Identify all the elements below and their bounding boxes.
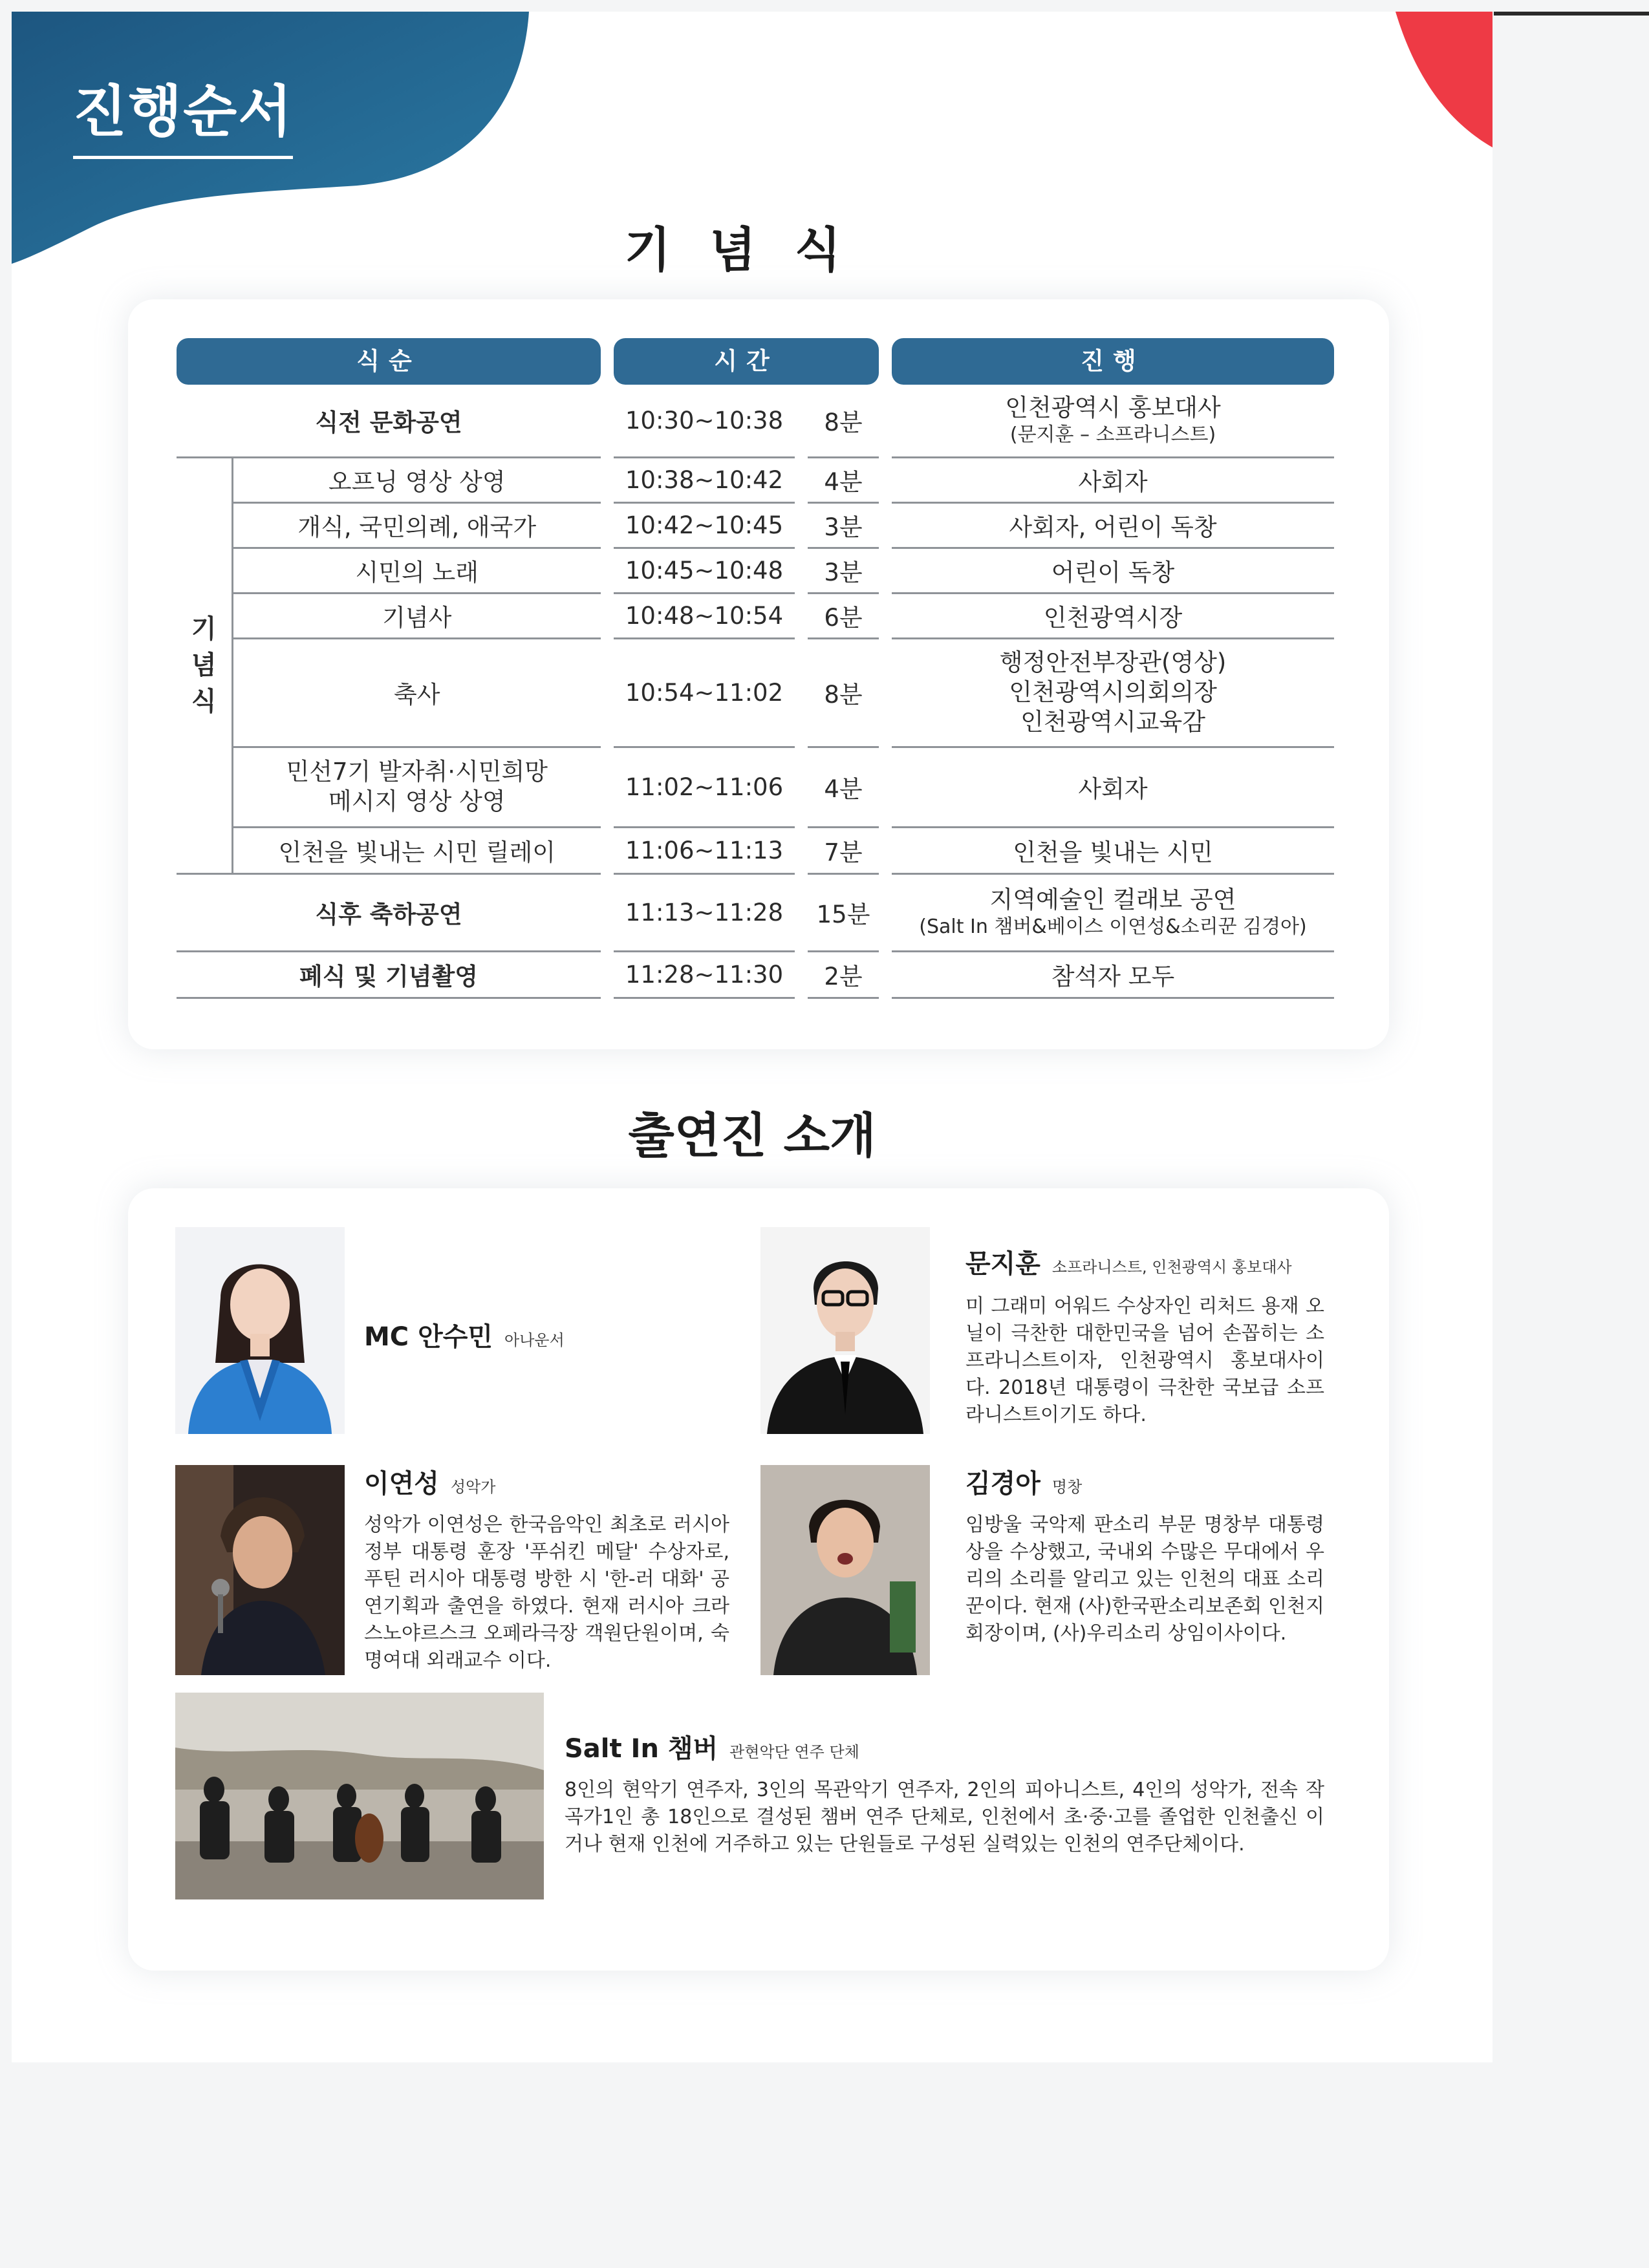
cast-bio: 임방울 국악제 판소리 부문 명창부 대통령상을 수상했고, 국내외 수많은 무대에서 우리의 소리를 알리고 있는 인천의 대표 소리꾼이다. 현재 (사)한국판소리보존회 인천지회장이며, (사)우리소리 상임이사이다. bbox=[965, 1514, 1324, 1645]
row-host: 어린이 독창 bbox=[892, 548, 1334, 593]
schedule-row bbox=[177, 951, 1334, 998]
row-order: 개식, 국민의례, 애국가 bbox=[232, 502, 601, 548]
row-time: 10:45~10:48 bbox=[614, 548, 795, 593]
row-order: 기념사 bbox=[232, 593, 601, 638]
document-page bbox=[12, 12, 1493, 2062]
row-order: 시민의 노래 bbox=[232, 548, 601, 593]
group-label: 기념식 bbox=[177, 457, 232, 873]
row-time: 11:02~11:06 bbox=[614, 747, 795, 827]
row-time: 11:28~11:30 bbox=[614, 951, 795, 998]
schedule-row bbox=[177, 457, 1334, 502]
row-duration: 2분 bbox=[808, 951, 879, 998]
row-host: 행정안전부장관(영상) 인천광역시의회의장 인천광역시교육감 bbox=[892, 638, 1334, 747]
row-order: 식후 축하공연 bbox=[177, 873, 601, 951]
row-duration: 15분 bbox=[808, 873, 879, 951]
row-order: 축사 bbox=[232, 638, 601, 747]
cast-role: 아나운서 bbox=[504, 1331, 565, 1349]
schedule-row bbox=[177, 638, 1334, 747]
row-time: 10:48~10:54 bbox=[614, 593, 795, 638]
cast-role: 성악가 bbox=[450, 1478, 496, 1496]
cast-lee bbox=[364, 1463, 495, 1500]
schedule-row bbox=[177, 873, 1334, 951]
cast-moon bbox=[965, 1243, 1292, 1280]
row-host: 사회자 bbox=[892, 747, 1334, 827]
cast-heading: 출연진 소개 bbox=[12, 1098, 1493, 1166]
row-host: 인천을 빛내는 시민 bbox=[892, 827, 1334, 873]
kim-photo bbox=[760, 1465, 930, 1675]
schedule-row bbox=[177, 747, 1334, 827]
cast-role: 소프라니스트, 인천광역시 홍보대사 bbox=[1051, 1258, 1292, 1276]
schedule-row bbox=[177, 593, 1334, 638]
row-order: 식전 문화공연 bbox=[177, 385, 601, 457]
row-duration: 8분 bbox=[808, 385, 879, 457]
cast-kim bbox=[965, 1463, 1082, 1500]
cast-name: Salt In 챔버 bbox=[565, 1734, 718, 1764]
row-duration: 3분 bbox=[808, 548, 879, 593]
row-time: 11:13~11:28 bbox=[614, 873, 795, 951]
schedule-row bbox=[177, 385, 1334, 457]
row-duration: 6분 bbox=[808, 593, 879, 638]
row-host: 인천광역시 홍보대사 (문지훈 – 소프라니스트) bbox=[892, 385, 1334, 457]
schedule-row bbox=[177, 827, 1334, 873]
corner-red-shape bbox=[1396, 12, 1493, 147]
row-duration: 4분 bbox=[808, 747, 879, 827]
row-host: 사회자 bbox=[892, 457, 1334, 502]
row-time: 10:30~10:38 bbox=[614, 385, 795, 457]
row-time: 10:38~10:42 bbox=[614, 457, 795, 502]
row-host: 지역예술인 컬래보 공연 (Salt In 챔버&베이스 이연성&소리꾼 김경아) bbox=[892, 873, 1334, 951]
row-order: 민선7기 발자취·시민희망 메시지 영상 상영 bbox=[232, 747, 601, 827]
cast-role: 명창 bbox=[1051, 1478, 1083, 1496]
cast-name: 이연성 bbox=[364, 1469, 439, 1499]
schedule-row bbox=[177, 548, 1334, 593]
scan-edge-line bbox=[1494, 12, 1649, 16]
moon-photo bbox=[760, 1227, 930, 1434]
cast-mc bbox=[364, 1316, 565, 1353]
schedule-row bbox=[177, 502, 1334, 548]
row-order: 폐식 및 기념촬영 bbox=[177, 951, 601, 998]
ceremony-heading: 기념식 bbox=[12, 212, 1493, 281]
mc-photo bbox=[175, 1227, 345, 1434]
salt-in-photo bbox=[175, 1693, 544, 1899]
cast-bio: 성악가 이연성은 한국음악인 최초로 러시아 정부 대통령 훈장 '푸쉬킨 메달' 수상자로, 푸틴 러시아 대통령 방한 시 '한-러 대화' 공연기획과 출연을 하였다. 현재 러시아 크라스노야르스크 오페라극장 객원단원이며, 숙명여대 외래교수 이다. bbox=[364, 1514, 729, 1672]
page-title: 진행순서 bbox=[73, 67, 293, 159]
column-header-host: 진행 bbox=[892, 338, 1334, 385]
cast-role: 관현악단 연주 단체 bbox=[729, 1743, 859, 1761]
row-order: 인천을 빛내는 시민 릴레이 bbox=[232, 827, 601, 873]
schedule-table bbox=[177, 338, 1334, 999]
cast-salt-in bbox=[565, 1728, 859, 1765]
cast-name: MC 안수민 bbox=[364, 1322, 493, 1352]
row-time: 11:06~11:13 bbox=[614, 827, 795, 873]
row-order: 오프닝 영상 상영 bbox=[232, 457, 601, 502]
column-header-order: 식순 bbox=[177, 338, 601, 385]
row-time: 10:42~10:45 bbox=[614, 502, 795, 548]
row-host: 참석자 모두 bbox=[892, 951, 1334, 998]
column-header-time: 시간 bbox=[614, 338, 879, 385]
lee-photo bbox=[175, 1465, 345, 1675]
row-host: 사회자, 어린이 독창 bbox=[892, 502, 1334, 548]
cast-name: 문지훈 bbox=[965, 1249, 1040, 1279]
cast-name: 김경아 bbox=[965, 1469, 1040, 1499]
row-duration: 8분 bbox=[808, 638, 879, 747]
schedule-header-row bbox=[177, 338, 1334, 385]
row-duration: 7분 bbox=[808, 827, 879, 873]
row-duration: 4분 bbox=[808, 457, 879, 502]
cast-bio: 미 그래미 어워드 수상자인 리처드 용재 오닐이 극찬한 대한민국을 넘어 손꼽히는 소프라니스트이자, 인천광역시 홍보대사이다. 2018년 대통령이 극찬한 국보급 소프라니스트이기도 하다. bbox=[965, 1295, 1324, 1426]
cast-bio: 8인의 현악기 연주자, 3인의 목관악기 연주자, 2인의 피아니스트, 4인의 성악가, 전속 작곡가1인 총 18인으로 결성된 챔버 연주 단체로, 인천에서 초·중·고를 졸업한 인천출신 이거나 현재 인천에 거주하고 있는 단원들로 구성된 실력있는 인천의 연주단체이다. bbox=[565, 1779, 1324, 1856]
row-duration: 3분 bbox=[808, 502, 879, 548]
row-time: 10:54~11:02 bbox=[614, 638, 795, 747]
row-host: 인천광역시장 bbox=[892, 593, 1334, 638]
